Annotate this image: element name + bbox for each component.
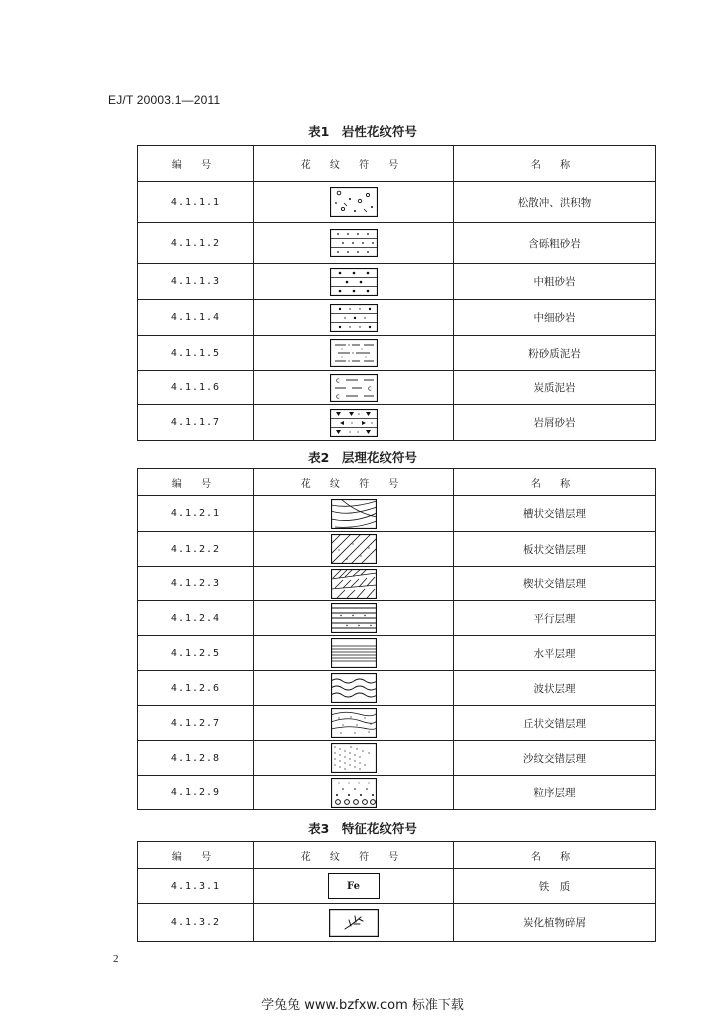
symbol-cell (254, 636, 454, 671)
trough-cross-bedding-pattern-icon (331, 499, 377, 529)
column-header-symbol: 花 纹 符 号 (254, 146, 454, 182)
row-code: 4.1.1.4 (138, 300, 254, 336)
row-code: 4.1.2.2 (138, 532, 254, 567)
horizontal-bedding-pattern-icon (331, 638, 377, 668)
row-name: 水平层理 (454, 636, 656, 671)
row-code: 4.1.2.9 (138, 776, 254, 810)
wavy-bedding-pattern-icon (331, 673, 377, 703)
table2-bedding-patterns (137, 468, 656, 810)
medium-fine-sandstone-pattern-icon (330, 304, 378, 332)
symbol-cell (254, 601, 454, 636)
table-row (138, 741, 656, 776)
table-row (138, 776, 656, 810)
carbonized-plant-debris-icon (329, 909, 379, 937)
table-row (138, 496, 656, 532)
column-header-symbol: 花 纹 符 号 (254, 469, 454, 496)
row-name: 岩屑砂岩 (454, 405, 656, 441)
table1-lithology-patterns (137, 145, 656, 441)
row-name: 中细砂岩 (454, 300, 656, 336)
tabular-cross-bedding-pattern-icon (331, 534, 377, 564)
row-name: 粉砂质泥岩 (454, 336, 656, 371)
graded-bedding-pattern-icon (331, 778, 377, 808)
table-row (138, 904, 656, 942)
symbol-cell (254, 300, 454, 336)
symbol-cell (254, 223, 454, 264)
table-row (138, 706, 656, 741)
table-header-row (138, 146, 656, 182)
symbol-cell (254, 567, 454, 601)
table2-caption: 表2 层理花纹符号 (308, 450, 417, 465)
column-header-code: 编 号 (138, 469, 254, 496)
watermark-footer: 学兔兔 www.bzfxw.com 标准下载 (261, 998, 464, 1013)
row-name: 含砾粗砂岩 (454, 223, 656, 264)
table-header-row (138, 842, 656, 869)
svg-text:c: c (335, 376, 340, 384)
table-row (138, 532, 656, 567)
row-name: 铁 质 (454, 869, 656, 904)
symbol-cell (254, 776, 454, 810)
table-row (138, 300, 656, 336)
symbol-cell (254, 904, 454, 942)
table-header-row (138, 469, 656, 496)
table-row (138, 869, 656, 904)
symbol-cell (254, 741, 454, 776)
table-row (138, 405, 656, 441)
row-name: 中粗砂岩 (454, 264, 656, 300)
row-name: 波状层理 (454, 671, 656, 706)
table-row (138, 671, 656, 706)
symbol-cell (254, 532, 454, 567)
table-row (138, 336, 656, 371)
row-code: 4.1.1.2 (138, 223, 254, 264)
table3-feature-patterns (137, 841, 656, 942)
medium-coarse-sandstone-pattern-icon (330, 268, 378, 296)
row-code: 4.1.2.6 (138, 671, 254, 706)
column-header-code: 编 号 (138, 842, 254, 869)
iron-symbol-icon (328, 873, 380, 899)
symbol-cell (254, 405, 454, 441)
row-name: 沙纹交错层理 (454, 741, 656, 776)
table-row (138, 601, 656, 636)
row-code: 4.1.1.1 (138, 182, 254, 223)
standard-code: EJ/T 20003.1—2011 (108, 93, 221, 107)
table-row (138, 223, 656, 264)
table-row (138, 264, 656, 300)
row-code: 4.1.1.5 (138, 336, 254, 371)
row-name: 板状交错层理 (454, 532, 656, 567)
row-name: 平行层理 (454, 601, 656, 636)
iron-symbol-text: Fe (347, 880, 360, 892)
row-code: 4.1.2.5 (138, 636, 254, 671)
symbol-cell (254, 182, 454, 223)
symbol-cell (254, 706, 454, 741)
row-name: 炭质泥岩 (454, 371, 656, 405)
loose-alluvium-pattern-icon (330, 187, 378, 217)
table-row (138, 567, 656, 601)
symbol-cell (254, 671, 454, 706)
column-header-symbol: 花 纹 符 号 (254, 842, 454, 869)
row-name: 丘状交错层理 (454, 706, 656, 741)
row-code: 4.1.2.1 (138, 496, 254, 532)
lithic-sandstone-pattern-icon (330, 409, 378, 437)
svg-text:c: c (335, 392, 340, 400)
row-code: 4.1.2.3 (138, 567, 254, 601)
column-header-name: 名 称 (454, 842, 656, 869)
ripple-cross-bedding-pattern-icon (331, 743, 377, 773)
row-code: 4.1.2.4 (138, 601, 254, 636)
column-header-name: 名 称 (454, 469, 656, 496)
table-row (138, 371, 656, 405)
row-code: 4.1.1.6 (138, 371, 254, 405)
symbol-cell (254, 869, 454, 904)
gravel-coarse-sandstone-pattern-icon (330, 229, 378, 257)
row-name: 炭化植物碎屑 (454, 904, 656, 942)
table-row (138, 636, 656, 671)
row-code: 4.1.3.2 (138, 904, 254, 942)
symbol-cell (254, 264, 454, 300)
row-code: 4.1.2.7 (138, 706, 254, 741)
hummocky-cross-bedding-pattern-icon (331, 708, 377, 738)
symbol-cell (254, 336, 454, 371)
row-code: 4.1.1.7 (138, 405, 254, 441)
carbonaceous-mudstone-pattern-icon (330, 374, 378, 402)
row-name: 松散冲、洪积物 (454, 182, 656, 223)
row-name: 楔状交错层理 (454, 567, 656, 601)
column-header-code: 编 号 (138, 146, 254, 182)
symbol-cell (254, 496, 454, 532)
row-code: 4.1.2.8 (138, 741, 254, 776)
row-code: 4.1.3.1 (138, 869, 254, 904)
wedge-cross-bedding-pattern-icon (331, 569, 377, 599)
column-header-name: 名 称 (454, 146, 656, 182)
row-name: 粒序层理 (454, 776, 656, 810)
table-row (138, 182, 656, 223)
row-name: 槽状交错层理 (454, 496, 656, 532)
page-number: 2 (113, 953, 119, 965)
parallel-bedding-pattern-icon (331, 603, 377, 633)
table1-caption: 表1 岩性花纹符号 (308, 124, 417, 139)
symbol-cell (254, 371, 454, 405)
silty-mudstone-pattern-icon (330, 339, 378, 367)
table3-caption: 表3 特征花纹符号 (308, 821, 417, 836)
svg-text:c: c (367, 384, 372, 392)
row-code: 4.1.1.3 (138, 264, 254, 300)
